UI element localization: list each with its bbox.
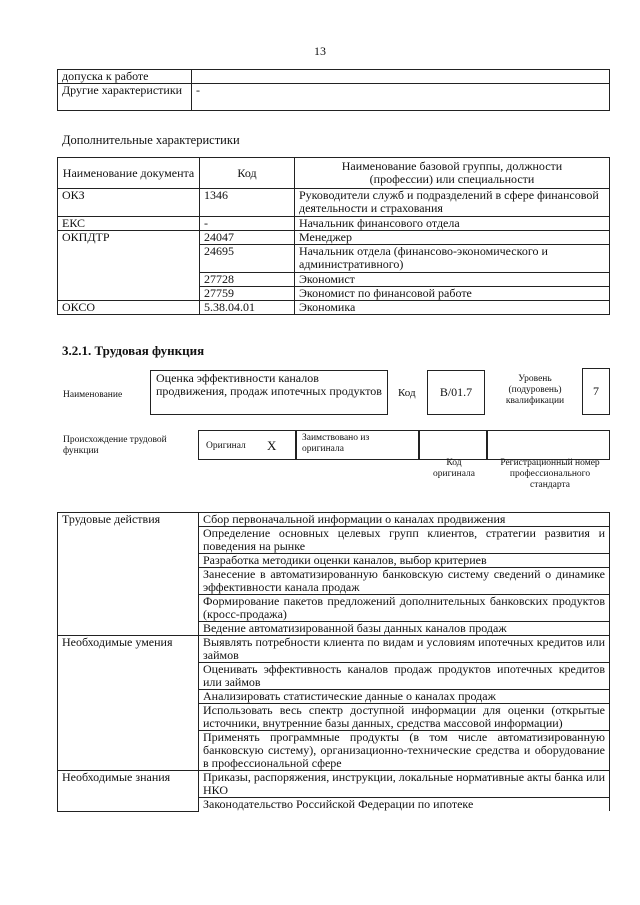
cell-name: Начальник финансового отдела: [295, 217, 610, 231]
list-item: Анализировать статистические данные о каналах продаж: [199, 690, 610, 704]
additional-table: [57, 157, 610, 315]
table-row: [58, 84, 610, 111]
cell-code: 27728: [200, 273, 295, 287]
cell-name: Экономист по финансовой работе: [295, 287, 610, 301]
cell-doc: [58, 245, 200, 273]
list-item: Выявлять потребности клиента по видам и условиям ипотечных кредитов или займов: [199, 636, 610, 663]
level-label: Уровень (подуровень) квалификации: [505, 374, 565, 406]
cell-name: Менеджер: [295, 231, 610, 245]
list-item: Применять программные продукты (в том числе автоматизированную банковскую систему), организационно-технические средства и оборудование в профессиональной сфере: [199, 731, 610, 771]
reg-number-label: Регистрационный номер профессионального стандарта: [500, 458, 600, 490]
level-value: 7: [593, 384, 599, 398]
top-row-value: [192, 70, 610, 84]
code-box: [427, 370, 485, 415]
reg-number-box: [487, 430, 610, 460]
category-skills: Необходимые умения: [58, 636, 199, 771]
code-original-label: Код оригинала: [433, 458, 475, 479]
original-label: Оригинал: [206, 441, 246, 451]
table-row: [58, 231, 610, 245]
list-item: Приказы, распоряжения, инструкции, локальные нормативные акты банка или НКО: [199, 771, 610, 798]
code-original-box: [419, 430, 487, 460]
cell-name: Экономика: [295, 301, 610, 315]
cell-doc: ЕКС: [58, 217, 200, 231]
table-row: [58, 217, 610, 231]
borrowed-label: Заимствовано из оригинала: [302, 433, 370, 454]
list-item: Формирование пакетов предложений дополнительных банковских продуктов (кросс-продажа): [199, 595, 610, 622]
cell-name: Начальник отдела (финансово-экономического и административного): [295, 245, 610, 273]
code-value: B/01.7: [439, 385, 473, 399]
table-row: [58, 636, 610, 663]
original-box: [198, 430, 296, 460]
table-row: [58, 301, 610, 315]
table-row: [58, 189, 610, 217]
list-item: Ведение автоматизированной базы данных каналов продаж: [199, 622, 610, 636]
table-row: [58, 287, 610, 301]
table-row: [58, 273, 610, 287]
level-box: [582, 368, 610, 415]
header-name: Наименование базовой группы, должности (профессии) или специальности: [295, 158, 610, 189]
cell-doc: ОКЗ: [58, 189, 200, 217]
table-row: [58, 245, 610, 273]
top-row-value: -: [192, 84, 610, 111]
function-name-box: [150, 370, 388, 415]
list-item: Использовать весь спектр доступной информации для оценки (открытые источники, внутренние базы данных, средства массовой информации): [199, 704, 610, 731]
cell-doc: ОКСО: [58, 301, 200, 315]
name-label: Наименование: [63, 390, 123, 400]
list-item: Сбор первоначальной информации о каналах продвижения: [199, 513, 610, 527]
category-actions: Трудовые действия: [58, 513, 199, 636]
header-code: Код: [200, 158, 295, 189]
top-row-label: Другие характеристики: [58, 84, 192, 111]
cell-name: Экономист: [295, 273, 610, 287]
category-knowledge: Необходимые знания: [58, 771, 199, 812]
list-item: Оценивать эффективность каналов продаж продуктов ипотечных кредитов или займов: [199, 663, 610, 690]
cell-code: 5.38.04.01: [200, 301, 295, 315]
table-row: [58, 70, 610, 84]
list-item: Занесение в автоматизированную банковскую систему сведений о динамике эффективности канала продаж: [199, 568, 610, 595]
cell-code: 24047: [200, 231, 295, 245]
cell-name: Руководители служб и подразделений в сфере финансовой деятельности и страхования: [295, 189, 610, 217]
additional-heading: Дополнительные характеристики: [62, 133, 240, 147]
header-doc: Наименование документа: [58, 158, 200, 189]
borrowed-box: [296, 430, 419, 460]
original-mark: X: [267, 438, 277, 453]
cell-code: 27759: [200, 287, 295, 301]
table-row: [58, 513, 610, 527]
cell-code: 24695: [200, 245, 295, 273]
page-number: 13: [314, 44, 326, 58]
code-label: Код: [398, 387, 416, 399]
table-row: [58, 771, 610, 798]
cell-doc: [58, 273, 200, 287]
cell-doc: ОКПДТР: [58, 231, 200, 245]
cell-code: -: [200, 217, 295, 231]
list-item: Определение основных целевых групп клиентов, стратегии развития и поведения на рынке: [199, 527, 610, 554]
list-item: Разработка методики оценки каналов, выбор критериев: [199, 554, 610, 568]
top-row-label: допуска к работе: [58, 70, 192, 84]
functions-table: [57, 512, 610, 812]
origin-label: Происхождение трудовой функции: [63, 435, 167, 456]
table-header-row: [58, 158, 610, 189]
top-table: [57, 69, 610, 111]
cell-doc: [58, 287, 200, 301]
function-name: Оценка эффективности каналов продвижения, продаж ипотечных продуктов: [156, 371, 382, 398]
cell-code: 1346: [200, 189, 295, 217]
section-title: 3.2.1. Трудовая функция: [62, 343, 205, 358]
list-item: Законодательство Российской Федерации по ипотеке: [199, 798, 610, 812]
